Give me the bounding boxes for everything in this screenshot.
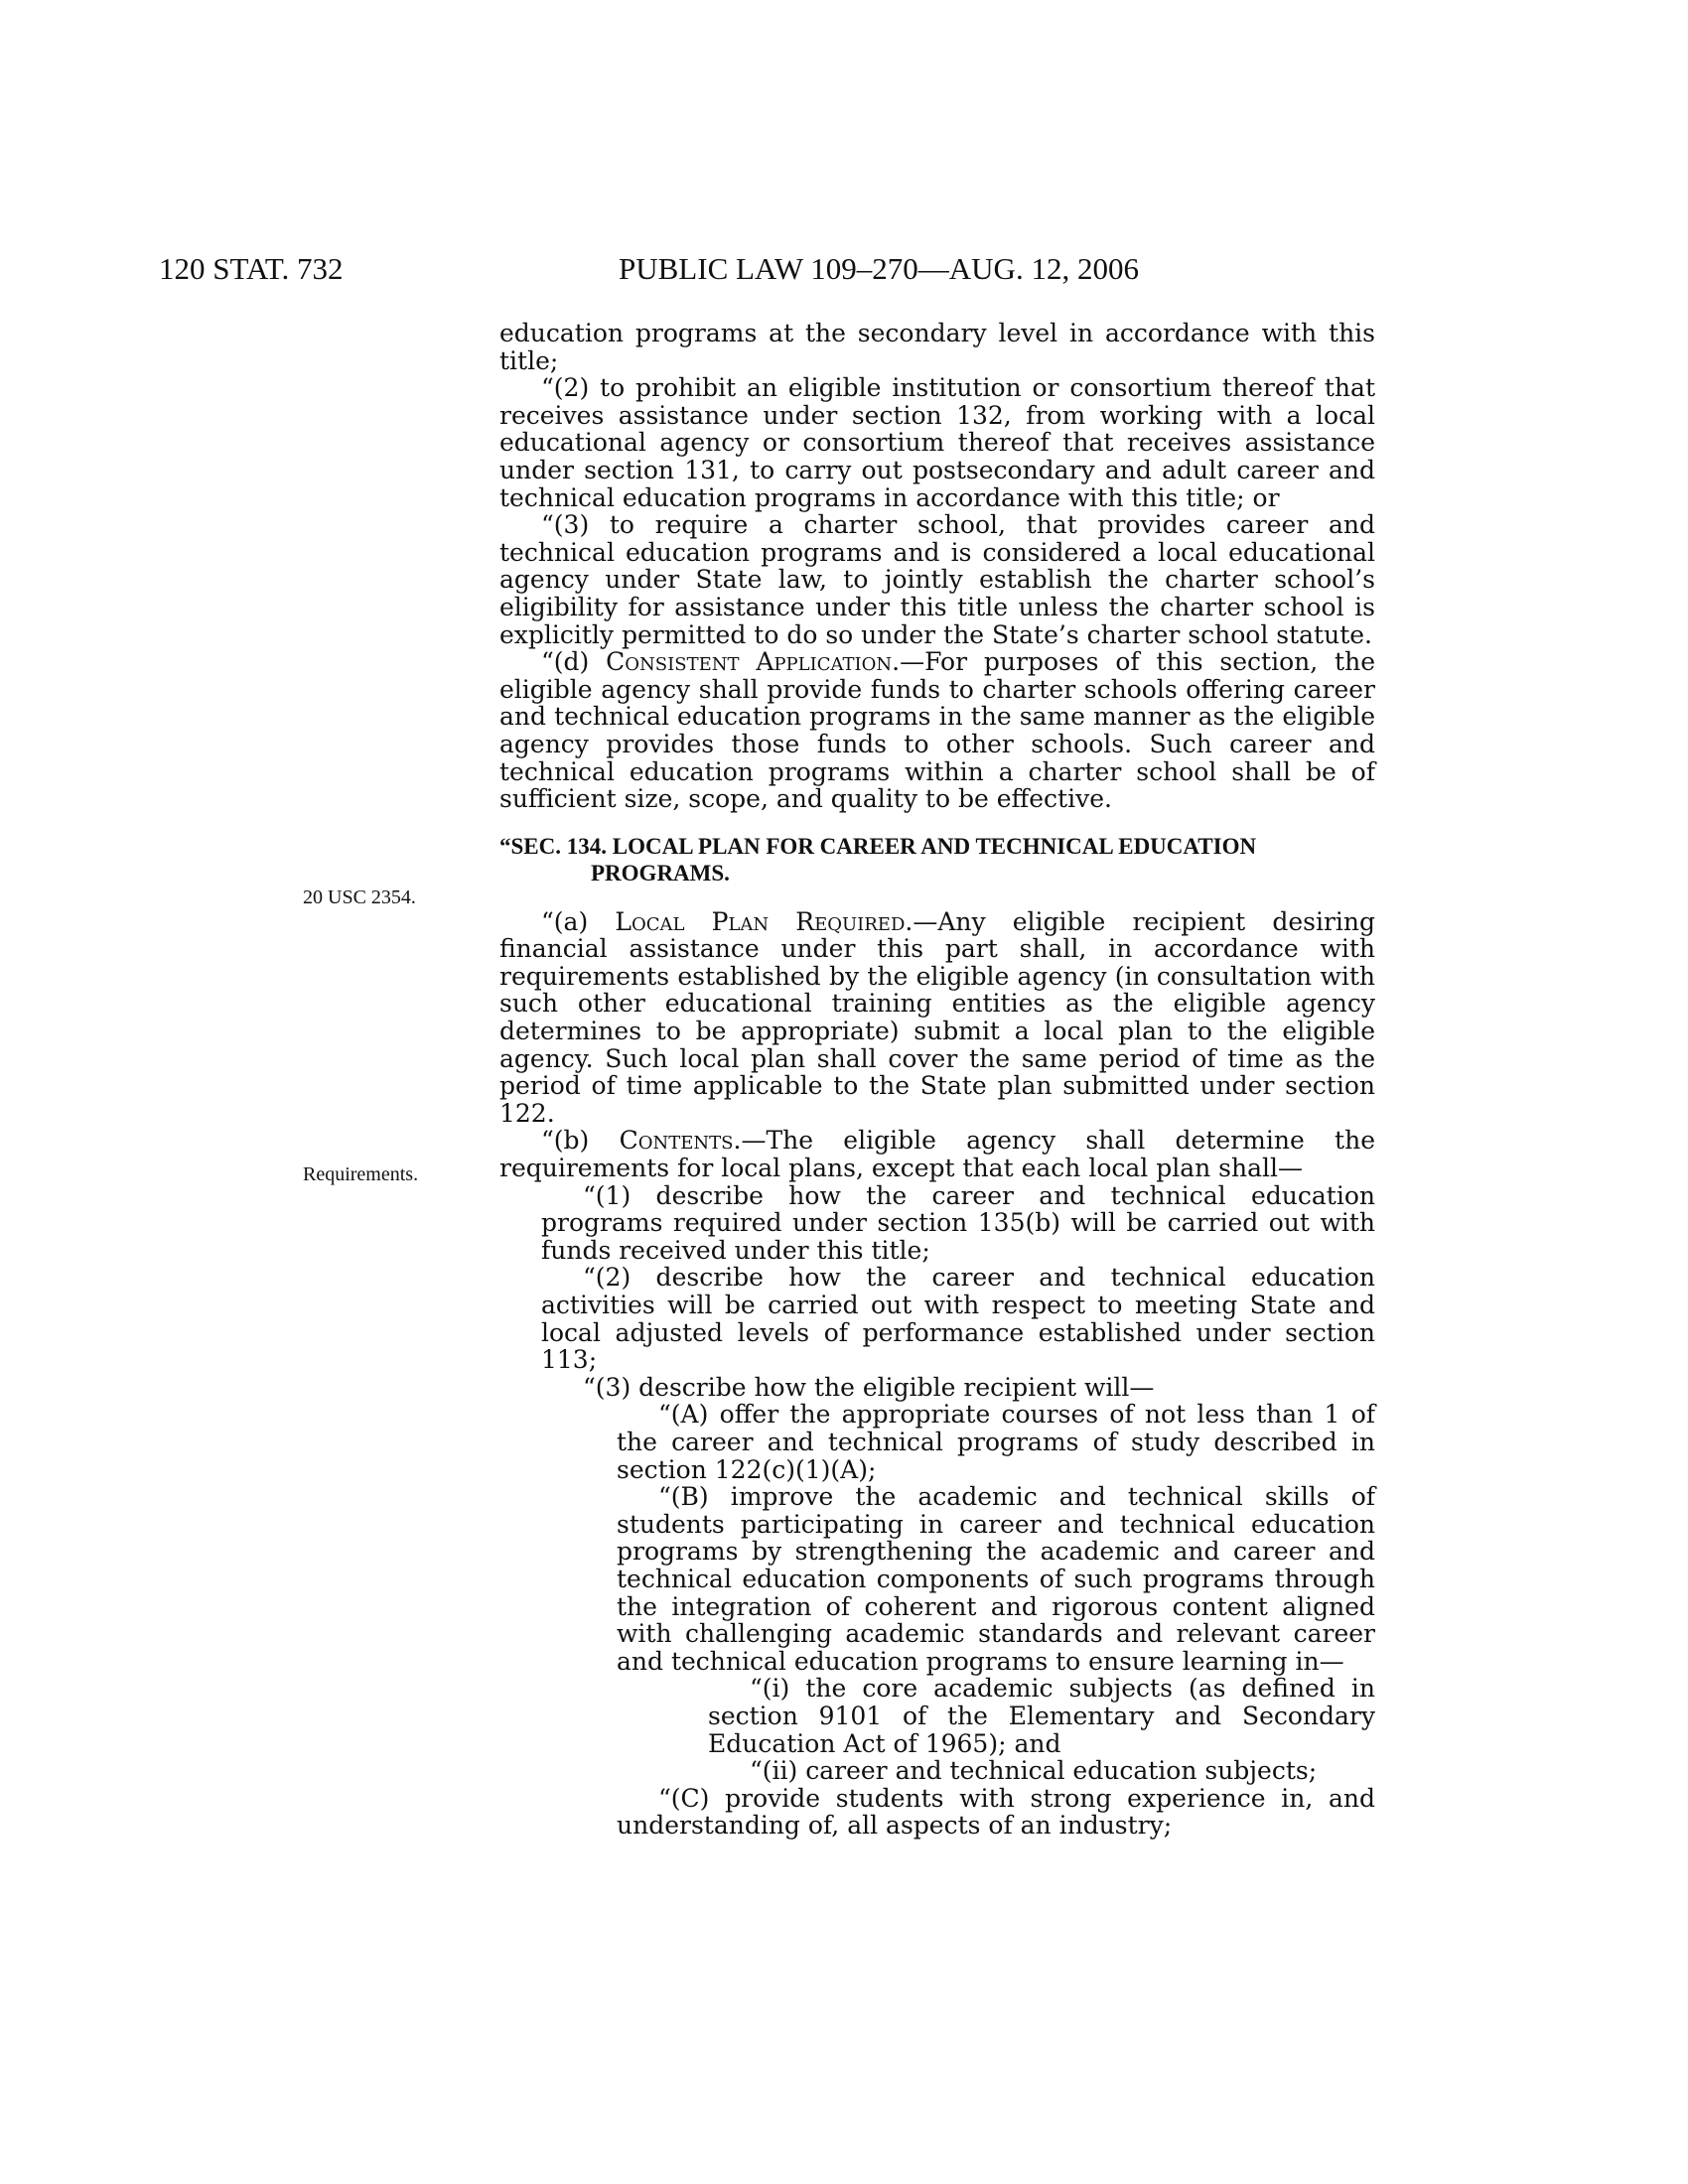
- document-body: [499, 320, 1375, 1840]
- paragraph-d-prefix: “(d): [541, 647, 607, 677]
- margin-note-requirements: Requirements.: [303, 1163, 419, 1185]
- paragraph-b3C: “(C) provide students with strong experience in, and understanding of, all aspects of an industry;: [617, 1783, 1375, 1841]
- paragraph-d-heading: Consistent Application.: [606, 647, 901, 677]
- paragraph-b: [499, 1127, 1375, 1181]
- paragraph-b3: “(3) describe how the eligible recipient will—: [583, 1372, 1155, 1402]
- margin-note-usc: 20 USC 2354.: [303, 887, 416, 908]
- section-134-heading: [499, 833, 1375, 887]
- paragraph-continuation: education programs at the secondary level in accordance with this title;: [499, 319, 1375, 375]
- paragraph-b1: “(1) describe how the career and technical education programs required under section 135(b) will be carried out with funds received under this title;: [541, 1180, 1375, 1265]
- paragraph-b3A: “(A) offer the appropriate courses of not less than 1 of the career and technical programs of study described in section 122(c)(1)(A);: [617, 1400, 1375, 1484]
- paragraph-b-heading: Contents.: [619, 1126, 742, 1156]
- page-stat-citation: 120 STAT. 732: [159, 251, 344, 286]
- paragraph-b-prefix: “(b): [541, 1126, 620, 1156]
- paragraph-b3B: “(B) improve the academic and technical skills of students participating in career and technical education programs by strengthening the academic and career and technical education components of such programs through the integration of coherent and rigorous content aligned with challenging academic standards and relevant career and technical education programs to ensure learning in—: [617, 1482, 1375, 1676]
- paragraph-b-text: —The eligible agency shall determine the requirements for local plans, except that each local plan shall—: [499, 1126, 1375, 1183]
- paragraph-a: [499, 908, 1375, 1128]
- paragraph-d-text: —For purposes of this section, the eligible agency shall provide funds to charter schools offering career and technical education programs in the same manner as the eligible agency provides those funds to other schools. Such career and technical education programs within a charter school shall be of sufficient size, scope, and quality to be effective.: [499, 647, 1375, 814]
- paragraph-a-text: —Any eligible recipient desiring financial assistance under this part shall, in accordance with requirements established by the eligible agency (in consultation with such other educational training entities as the eligible agency determines to be appropriate) submit a local plan to the eligible agency. Such local plan shall cover the same period of time as the period of time applicable to the State plan submitted under section 122.: [499, 906, 1375, 1128]
- paragraph-a-heading: Local Plan Required.: [615, 906, 914, 936]
- paragraph-a-prefix: “(a): [541, 906, 616, 936]
- section-heading-line2: PROGRAMS.: [591, 860, 730, 886]
- paragraph-b2: “(2) describe how the career and technical education activities will be carried out with respect to meeting State and local adjusted levels of performance established under section 113;: [541, 1263, 1375, 1375]
- page-law-header: PUBLIC LAW 109–270—AUG. 12, 2006: [619, 251, 1139, 286]
- paragraph-c3: “(3) to require a charter school, that provides career and technical education programs and is considered a local educational agency under State law, to jointly establish the charter school’s eligibility for assistance under this title unless the charter school is explicitly permitted to do so under the State’s charter school statute.: [499, 510, 1375, 649]
- paragraph-d: [499, 648, 1375, 813]
- paragraph-b3Bii: “(ii) career and technical education subjects;: [750, 1756, 1318, 1786]
- section-heading-line1: “SEC. 134. LOCAL PLAN FOR CAREER AND TECHNICAL EDUCATION: [499, 833, 1257, 859]
- paragraph-b3Bi: “(i) the core academic subjects (as defined in section 9101 of the Elementary and Secondary Education Act of 1965); and: [708, 1674, 1375, 1758]
- paragraph-c2: “(2) to prohibit an eligible institution or consortium thereof that receives assistance under section 132, from working with a local educational agency or consortium thereof that receives assistance under section 131, to carry out postsecondary and adult career and technical education programs in accordance with this title; or: [499, 373, 1375, 512]
